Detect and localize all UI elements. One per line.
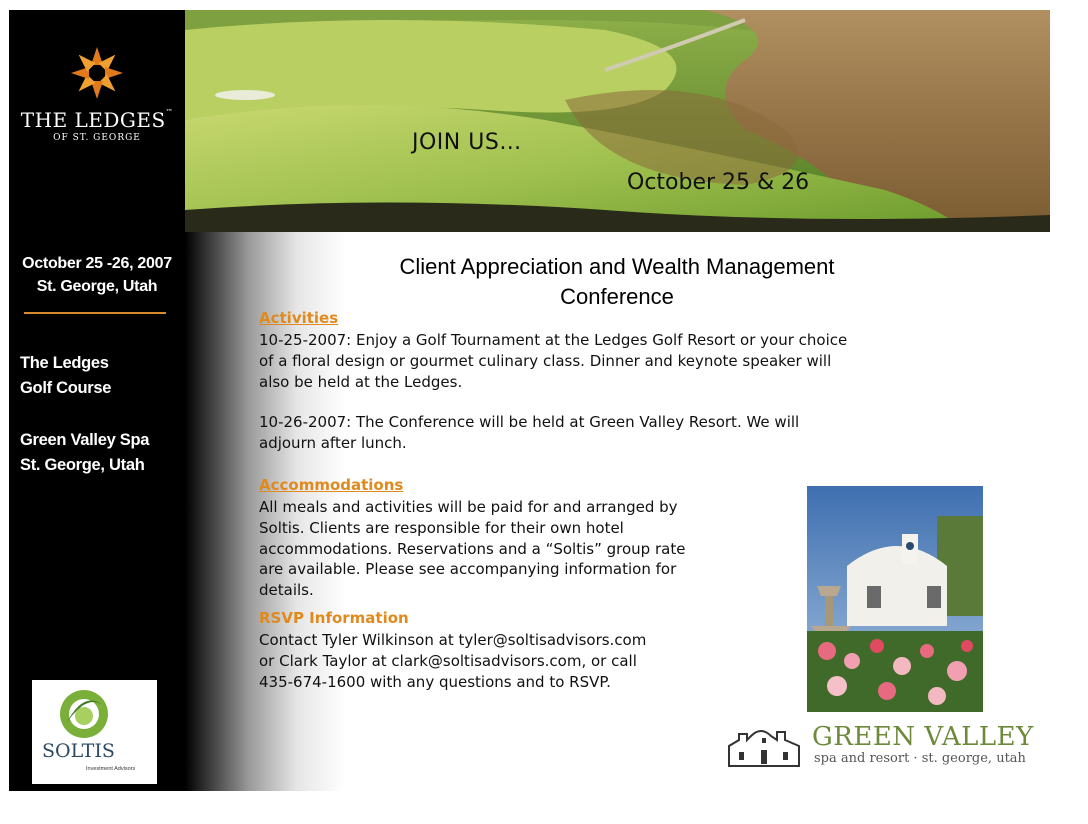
- activities-day2-line2: adjourn after lunch.: [259, 433, 407, 452]
- accommodations-line3: accommodations. Reservations and a “Soltis” group rate: [259, 539, 686, 558]
- accommodations-line2: Soltis. Clients are responsible for their own hotel: [259, 518, 624, 537]
- rsvp-heading: RSVP Information: [259, 609, 409, 627]
- accommodations-line5: details.: [259, 581, 314, 600]
- rsvp-line3: 435-674-1600 with any questions and to RSVP.: [259, 672, 611, 691]
- ledges-logo-title: THE LEDGES™: [20, 108, 174, 132]
- activities-day1-line1: 10-25-2007: Enjoy a Golf Tournament at the Ledges Golf Resort or your choice: [259, 331, 848, 349]
- page-title-line1: Client Appreciation and Wealth Management: [399, 254, 835, 279]
- rsvp-line1: Contact Tyler Wilkinson at tyler@soltisadvisors.com: [259, 631, 647, 649]
- ledges-logo-subtitle: OF ST. GEORGE: [53, 133, 141, 143]
- sidebar: [9, 10, 185, 791]
- venue-ledges-line1: The Ledges: [20, 354, 109, 372]
- page-title-line2: Conference: [560, 284, 674, 309]
- venue-ledges-line2: Golf Course: [20, 379, 112, 397]
- soltis-subtitle: Investment Advisors: [86, 766, 136, 772]
- green-valley-name: GREEN VALLEY: [812, 722, 1034, 752]
- rsvp-line2: or Clark Taylor at clark@soltisadvisors.com, or call: [259, 651, 637, 670]
- page-title: [350, 252, 884, 312]
- venue-green-valley-line2: St. George, Utah: [20, 456, 145, 474]
- accommodations-line4: are available. Please see accompanying information for: [259, 560, 677, 579]
- activities-day2: [259, 412, 799, 454]
- golf-course-image: [185, 10, 1050, 232]
- activities-day2-line1: 10-26-2007: The Conference will be held at Green Valley Resort. We will: [259, 413, 800, 431]
- ledges-star-icon: [67, 45, 127, 101]
- activities-heading: Activities: [259, 309, 339, 327]
- rsvp-text: [259, 630, 646, 692]
- venue-green-valley: [20, 428, 185, 478]
- accommodations-line1: All meals and activities will be paid for and arranged by: [259, 498, 678, 516]
- activities-day1: [259, 330, 847, 392]
- accommodations-heading: Accommodations: [259, 476, 404, 494]
- soltis-logo: [32, 680, 157, 784]
- green-valley-building-image: [807, 486, 983, 712]
- activities-day1-line3: also be held at the Ledges.: [259, 372, 463, 391]
- green-valley-building-icon: [725, 720, 803, 770]
- activities-day1-line2: of a floral design or gourmet culinary class. Dinner and keynote speaker will: [259, 351, 832, 370]
- event-location: St. George, Utah: [36, 278, 158, 295]
- join-us-text: JOIN US…: [412, 130, 522, 155]
- golf-course-banner: [185, 10, 1050, 232]
- ledges-logo: [9, 40, 185, 150]
- event-date: October 25 -26, 2007: [22, 255, 172, 272]
- soltis-swirl-icon: [54, 684, 114, 742]
- sidebar-divider: [24, 312, 166, 314]
- green-valley-photo: [807, 486, 983, 712]
- header-dates: October 25 & 26: [627, 170, 810, 195]
- venue-green-valley-line1: Green Valley Spa: [20, 431, 150, 449]
- venue-ledges: [20, 351, 185, 401]
- accommodations-text: [259, 497, 685, 601]
- event-date-block: [9, 252, 185, 298]
- soltis-name: SOLTIS: [42, 740, 115, 762]
- green-valley-tagline: spa and resort · st. george, utah: [814, 751, 1026, 766]
- green-valley-logo: [725, 720, 1045, 772]
